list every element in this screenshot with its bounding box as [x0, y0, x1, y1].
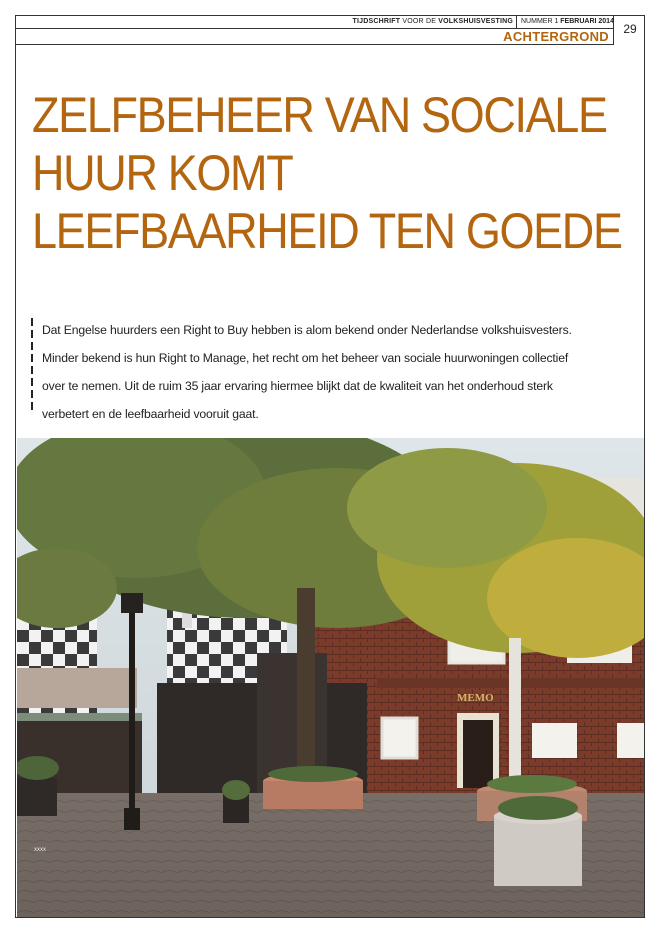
intro-rule — [31, 318, 33, 412]
intro-line: verbetert en de leefbaarheid vooruit gaat. — [42, 407, 259, 421]
intro-line: Minder bekend is hun Right to Manage, het recht om het beheer van sociale huurwoningen collectief — [42, 351, 569, 365]
article-intro — [42, 316, 627, 428]
issue-info: NUMMER 1 FEBRUARI 2014 — [521, 18, 614, 25]
intro-line: over te nemen. Uit de ruim 35 jaar ervaring hiermee blijkt dat de kwaliteit van het onderhoud sterk — [42, 379, 553, 393]
header-rule-bottom — [15, 44, 613, 45]
intro-line: Dat Engelse huurders een Right to Buy hebben is alom bekend onder Nederlandse volkshuisvesters. — [42, 323, 572, 337]
header-divider-issue — [516, 15, 517, 29]
headline-line: LEEFBAARHEID TEN GOEDE — [32, 203, 622, 259]
journal-title: TIJDSCHRIFT VOOR DE VOLKSHUISVESTING — [352, 18, 513, 25]
section-label: ACHTERGROND — [503, 29, 609, 44]
page-number: 29 — [623, 22, 637, 36]
courtyard-photo — [17, 438, 644, 917]
building-sign: MEMO — [457, 692, 494, 704]
photo-caption: xxxx — [34, 847, 46, 853]
article-headline — [32, 86, 622, 260]
headline-line: HUUR KOMT — [32, 145, 293, 201]
headline-line: ZELFBEHEER VAN SOCIALE — [32, 87, 607, 143]
article-photo — [17, 438, 644, 917]
